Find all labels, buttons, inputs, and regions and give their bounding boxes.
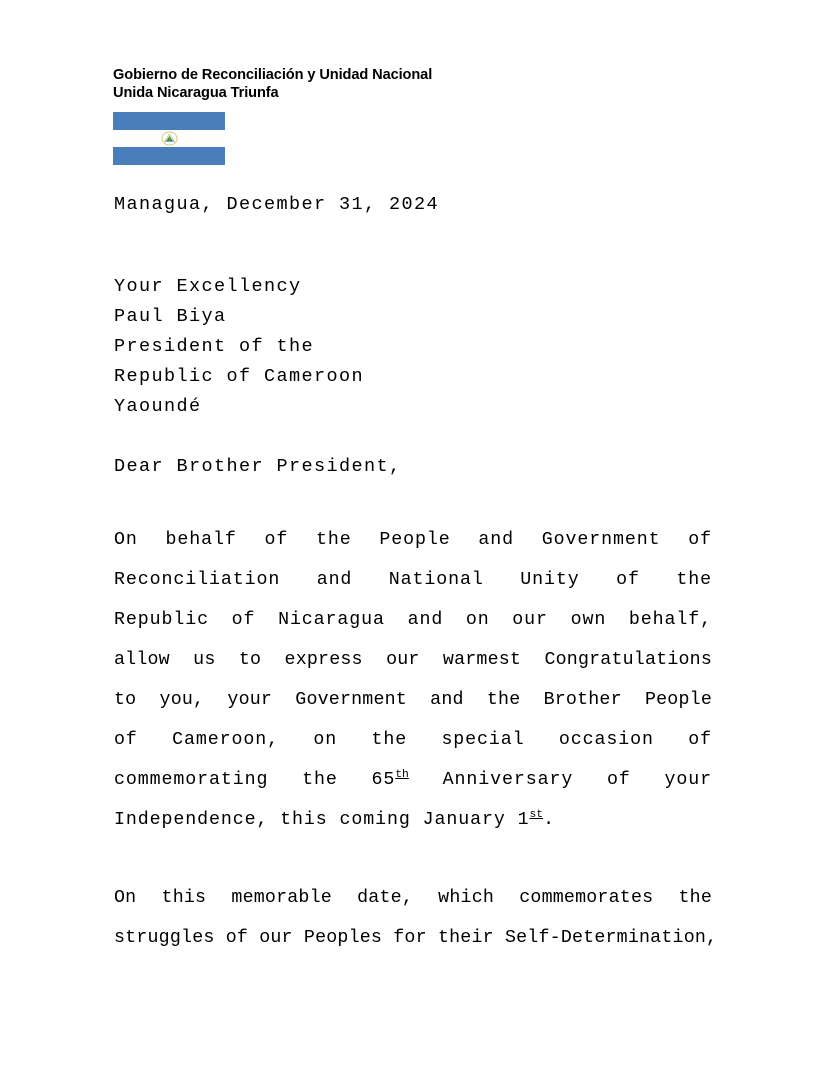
salutation: Dear Brother President, — [114, 456, 402, 477]
letterhead-line-1: Gobierno de Reconciliación y Unidad Nacional — [113, 67, 433, 83]
addressee-block — [114, 272, 712, 422]
date-line: Managua, December 31, 2024 — [114, 194, 440, 215]
ordinal-suffix-st: st — [529, 808, 544, 821]
anniversary-text-before: commemorating the 65 — [114, 770, 396, 790]
paragraph-1-line-6: of Cameroon, on the special occasion of — [114, 730, 712, 750]
letter-body — [114, 190, 718, 958]
independence-text-before: Independence, this coming January 1 — [114, 810, 530, 830]
paragraph-1-line-5: to you, your Government and the Brother People — [114, 690, 712, 710]
paragraph-1-line-1: On behalf of the People and Government of — [114, 530, 712, 550]
addressee-line-country: Republic of Cameroon — [114, 366, 365, 387]
paragraph-1 — [114, 520, 712, 840]
letterhead-line-2: Unida Nicaragua Triunfa — [113, 85, 279, 101]
paragraph-1-line-2: Reconciliation and National Unity of the — [114, 570, 712, 590]
flag-band-bottom — [113, 147, 225, 165]
flag-band-top — [113, 112, 225, 130]
addressee-line-honorific: Your Excellency — [114, 276, 302, 297]
addressee-line-title: President of the — [114, 336, 315, 357]
paragraph-2-line-2: struggles of our Peoples for their Self-Determination, — [114, 928, 718, 948]
addressee-line-city: Yaoundé — [114, 396, 202, 417]
paragraph-2 — [114, 878, 718, 958]
paragraph-1-line-3: Republic of Nicaragua and on our own behalf, — [114, 610, 712, 630]
nicaragua-flag-icon — [113, 112, 225, 165]
paragraph-1-line-4: allow us to express our warmest Congratulations — [114, 650, 712, 670]
paragraph-1-line-8 — [114, 800, 712, 840]
independence-text-after: . — [543, 810, 555, 830]
ordinal-suffix-th: th — [395, 768, 409, 781]
addressee-line-name: Paul Biya — [114, 306, 227, 327]
anniversary-text-after: Anniversary of your — [408, 770, 712, 790]
coat-of-arms-icon — [161, 131, 178, 146]
letterhead — [113, 66, 753, 102]
paragraph-2-line-1: On this memorable date, which commemorates the — [114, 888, 712, 908]
paragraph-1-line-7 — [114, 760, 712, 800]
flag-band-middle — [113, 130, 225, 148]
